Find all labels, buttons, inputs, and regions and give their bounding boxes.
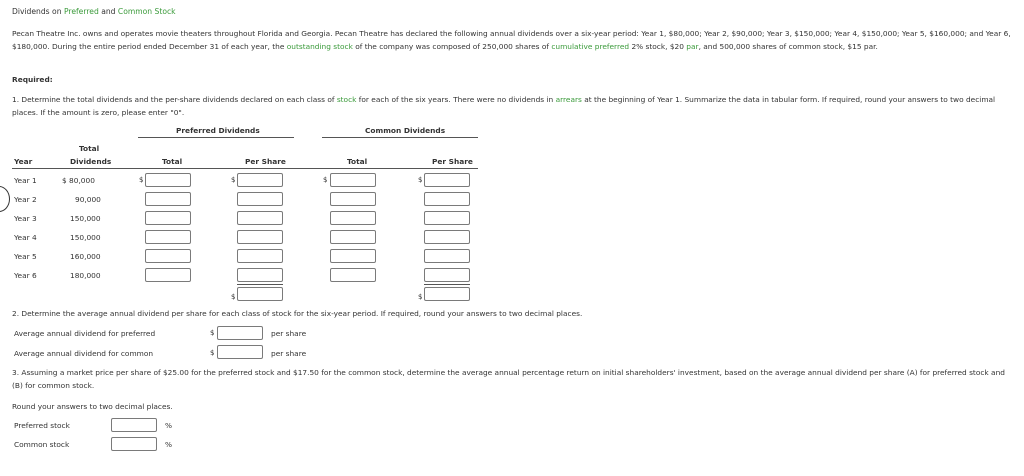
common-per-share-input[interactable] bbox=[424, 268, 470, 282]
common-per-share-input[interactable] bbox=[424, 192, 470, 206]
cumulative-preferred-link[interactable]: cumulative preferred bbox=[551, 41, 630, 51]
currency-symbol: $ bbox=[418, 293, 423, 301]
common-total-input[interactable] bbox=[330, 230, 376, 244]
per-share-total-divider bbox=[424, 284, 470, 285]
currency-symbol: $ bbox=[210, 329, 215, 337]
total-dividends-value: 180,000 bbox=[70, 271, 101, 280]
year-label: Year 4 bbox=[14, 233, 37, 242]
year-column-header: Year bbox=[14, 157, 33, 166]
year-label: Year 6 bbox=[14, 271, 37, 280]
preferred-total-input[interactable] bbox=[145, 268, 191, 282]
total-dividends-value: $ 80,000 bbox=[62, 176, 95, 185]
preferred-total-input[interactable] bbox=[145, 230, 191, 244]
preferred-total-header: Total bbox=[162, 157, 183, 166]
year-label: Year 5 bbox=[14, 252, 37, 261]
year-label: Year 2 bbox=[14, 195, 37, 204]
table-header-divider bbox=[12, 168, 478, 169]
page-title: Dividends on Preferred and Common Stock bbox=[12, 7, 176, 16]
preferred-per-share-input[interactable] bbox=[237, 211, 283, 225]
preferred-per-share-input[interactable] bbox=[237, 230, 283, 244]
currency-symbol: $ bbox=[231, 293, 236, 301]
problem-intro: Pecan Theatre Inc. owns and operates movie theaters throughout Florida and Georgia. Pecan Theatre has declared the following annual dividends over a six-year period: Year 1, $80,000; Year 2, $90,000; Year 3, $150,000; Year 4, $150,000; Year 5, $160,000; and Year 6, $180,000. During the entire period ended December 31 of each year, the outstanding stock of the company was composed of 250,000 shares of cumulative preferred 2% stock, $20 par, and 500,000 shares of common stock, $15 par. bbox=[12, 29, 1011, 51]
question-2-text: 2. Determine the average annual dividend per share for each class of stock for the six-year period. If required, round your answers to two decimal places. bbox=[12, 309, 583, 318]
common-stock-link[interactable]: Common Stock bbox=[117, 7, 176, 16]
preferred-per-share-input[interactable] bbox=[237, 173, 283, 187]
avg-preferred-input[interactable] bbox=[217, 326, 263, 340]
common-per-share-header: Per Share bbox=[432, 157, 473, 166]
common-per-share-input[interactable] bbox=[424, 249, 470, 263]
percent-unit: % bbox=[165, 440, 173, 449]
arrears-link[interactable]: arrears bbox=[555, 95, 582, 104]
preferred-total-input[interactable] bbox=[145, 211, 191, 225]
preferred-header-divider bbox=[138, 137, 294, 138]
common-per-share-input[interactable] bbox=[424, 230, 470, 244]
par-link[interactable]: par bbox=[686, 41, 699, 51]
preferred-stock-label: Preferred stock bbox=[14, 421, 70, 430]
common-total-input[interactable] bbox=[330, 268, 376, 282]
preferred-per-share-total-input[interactable] bbox=[237, 287, 283, 301]
common-per-share-input[interactable] bbox=[424, 211, 470, 225]
currency-symbol: $ bbox=[323, 176, 328, 184]
common-total-input[interactable] bbox=[330, 192, 376, 206]
total-dividends-value: 150,000 bbox=[70, 233, 101, 242]
required-heading: Required: bbox=[12, 75, 53, 84]
common-total-input[interactable] bbox=[330, 249, 376, 263]
common-total-header: Total bbox=[347, 157, 368, 166]
question-3-text: 3. Assuming a market price per share of $25.00 for the preferred stock and $17.50 for the common stock, determine the average annual percentage return on initial shareholders' investment, based on the average annual dividend per share (A) for preferred stock and (B) for common stock. bbox=[12, 368, 1005, 390]
outstanding-stock-link[interactable]: outstanding stock bbox=[286, 41, 353, 51]
year-label: Year 1 bbox=[14, 176, 37, 185]
preferred-total-input[interactable] bbox=[145, 173, 191, 187]
percent-unit: % bbox=[165, 421, 173, 430]
year-label: Year 3 bbox=[14, 214, 37, 223]
common-per-share-input[interactable] bbox=[424, 173, 470, 187]
avg-preferred-label: Average annual dividend for preferred bbox=[14, 329, 156, 338]
preferred-per-share-header: Per Share bbox=[245, 157, 286, 166]
common-total-input[interactable] bbox=[330, 173, 376, 187]
row-indicator-circle bbox=[0, 186, 10, 212]
common-header-divider bbox=[322, 137, 478, 138]
preferred-total-input[interactable] bbox=[145, 249, 191, 263]
avg-common-label: Average annual dividend for common bbox=[14, 349, 154, 358]
stock-link[interactable]: stock bbox=[336, 95, 357, 104]
currency-symbol: $ bbox=[231, 176, 236, 184]
preferred-per-share-input[interactable] bbox=[237, 268, 283, 282]
preferred-per-share-input[interactable] bbox=[237, 192, 283, 206]
preferred-total-input[interactable] bbox=[145, 192, 191, 206]
preferred-link[interactable]: Preferred bbox=[63, 7, 99, 16]
per-share-unit: per share bbox=[271, 329, 307, 338]
currency-symbol: $ bbox=[139, 176, 144, 184]
total-dividends-value: 160,000 bbox=[70, 252, 101, 261]
common-return-input[interactable] bbox=[111, 437, 157, 451]
per-share-total-divider bbox=[237, 284, 283, 285]
preferred-return-input[interactable] bbox=[111, 418, 157, 432]
common-dividends-header: Common Dividends bbox=[365, 126, 446, 135]
preferred-dividends-header: Preferred Dividends bbox=[176, 126, 260, 135]
total-dividends-value: 150,000 bbox=[70, 214, 101, 223]
total-dividends-header-line2: Dividends bbox=[70, 157, 112, 166]
common-per-share-total-input[interactable] bbox=[424, 287, 470, 301]
total-dividends-header-line1: Total bbox=[79, 144, 100, 153]
rounding-note: Round your answers to two decimal places. bbox=[12, 402, 173, 411]
question-1-text: 1. Determine the total dividends and the per-share dividends declared on each class of stock for each of the six years. There were no dividends in arrears at the beginning of Year 1. Summarize the data in tabular form. If required, round your answers to two decimal places. If the amount is zero, please enter "0". bbox=[12, 95, 996, 117]
avg-common-input[interactable] bbox=[217, 345, 263, 359]
common-total-input[interactable] bbox=[330, 211, 376, 225]
preferred-per-share-input[interactable] bbox=[237, 249, 283, 263]
currency-symbol: $ bbox=[418, 176, 423, 184]
per-share-unit: per share bbox=[271, 349, 307, 358]
currency-symbol: $ bbox=[210, 349, 215, 357]
total-dividends-value: 90,000 bbox=[75, 195, 101, 204]
common-stock-label: Common stock bbox=[14, 440, 70, 449]
